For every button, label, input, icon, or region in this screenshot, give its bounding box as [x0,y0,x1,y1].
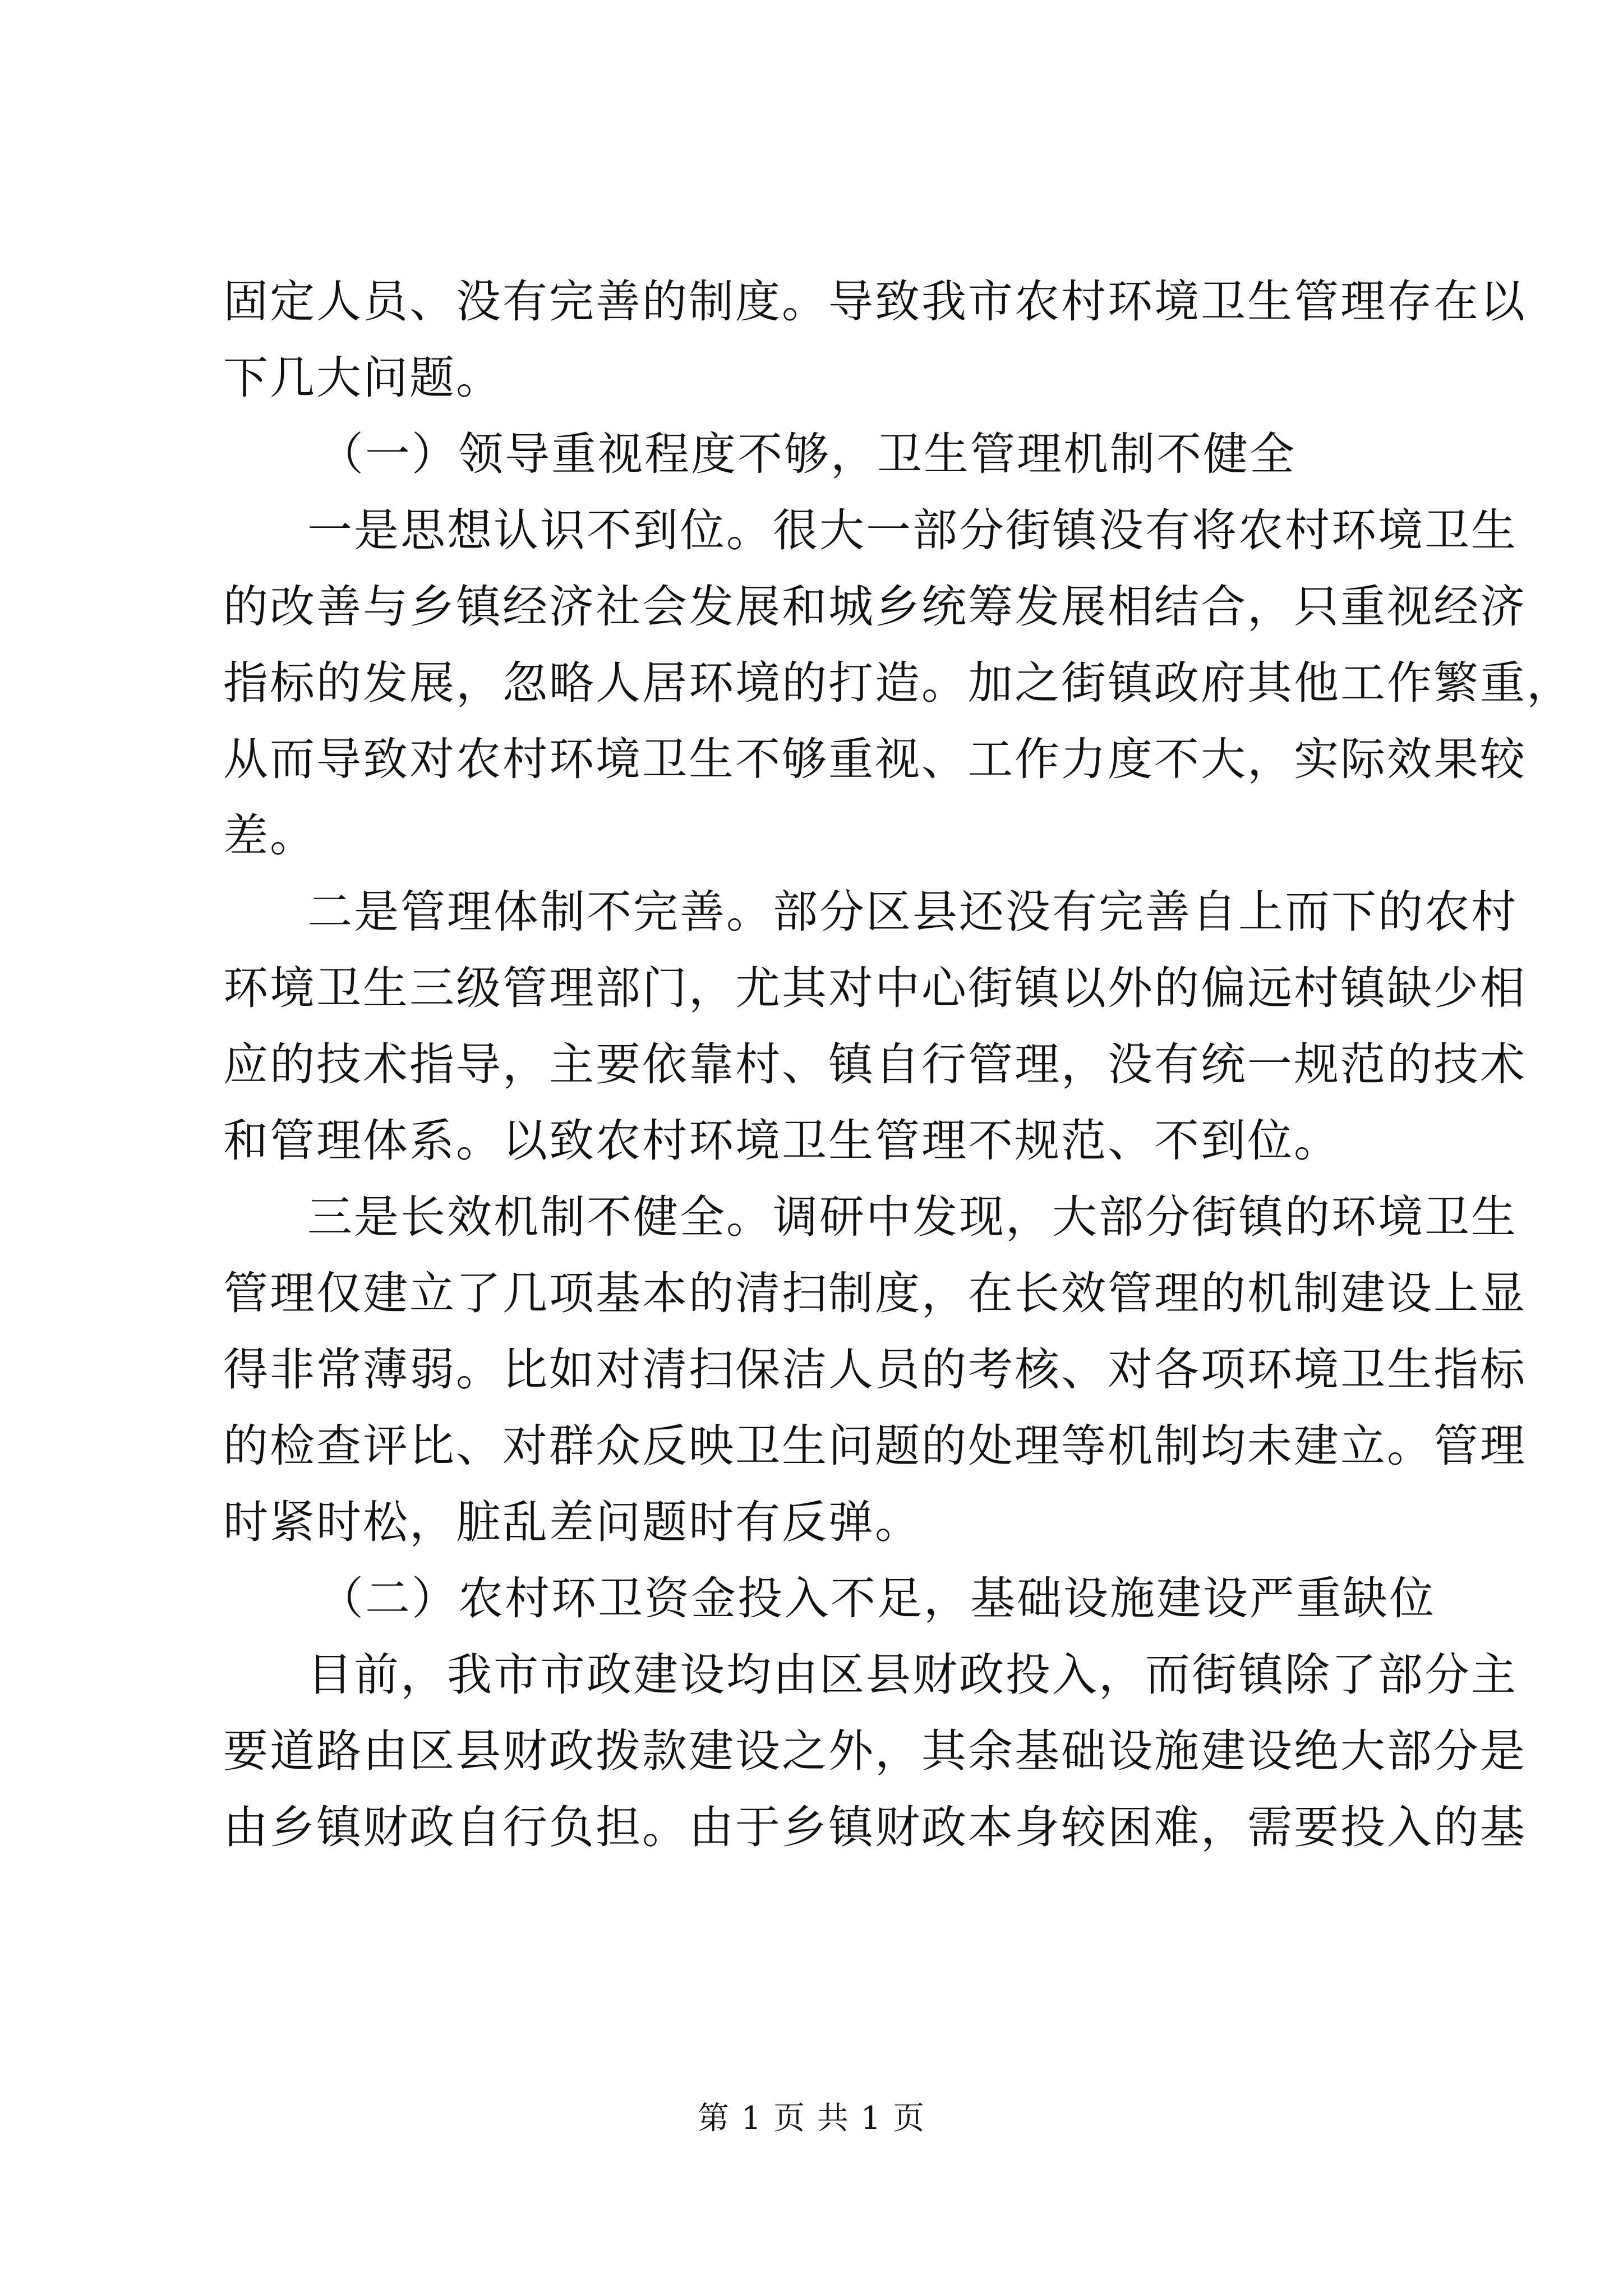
page-footer: 第 1 页 共 1 页 [697,2100,926,2137]
body-line: 固定人员、没有完善的制度。导致我市农村环境卫生管理存在以 [223,275,1527,328]
body-line: 差。 [223,809,316,862]
body-line: 应的技术指导，主要依靠村、镇自行管理，没有统一规范的技术 [223,1038,1527,1091]
section-heading: （二）农村环卫资金投入不足，基础设施建设严重缺位 [319,1572,1436,1625]
body-line: 二是管理体制不完善。部分区县还没有完善自上而下的农村 [307,886,1518,938]
body-line: 三是长效机制不健全。调研中发现，大部分街镇的环境卫生 [307,1191,1518,1243]
body-line: 下几大问题。 [223,352,502,404]
body-line: 的改善与乡镇经济社会发展和城乡统筹发展相结合，只重视经济 [223,581,1527,633]
body-line: 管理仅建立了几项基本的清扫制度，在长效管理的机制建设上显 [223,1267,1527,1319]
body-line: 由乡镇财政自行负担。由于乡镇财政本身较困难，需要投入的基 [223,1801,1527,1853]
body-line: 的检查评比、对群众反映卫生问题的处理等机制均未建立。管理 [223,1420,1527,1472]
body-line: 要道路由区县财政拨款建设之外，其余基础设施建设绝大部分是 [223,1725,1527,1777]
body-line: 和管理体系。以致农村环境卫生管理不规范、不到位。 [223,1115,1340,1167]
section-heading: （一）领导重视程度不够，卫生管理机制不健全 [319,428,1296,480]
body-line: 从而导致对农村环境卫生不够重视、工作力度不大，实际效果较 [223,733,1527,785]
document-body [223,264,1573,1866]
body-line: 时紧时松，脏乱差问题时有反弹。 [223,1496,921,1548]
body-line: 环境卫生三级管理部门，尤其对中心街镇以外的偏远村镇缺少相 [223,962,1527,1014]
body-line: 指标的发展，忽略人居环境的打造。加之街镇政府其他工作繁重， [223,657,1573,709]
body-line: 目前，我市市政建设均由区县财政投入，而街镇除了部分主 [307,1649,1518,1701]
body-line: 得非常薄弱。比如对清扫保洁人员的考核、对各项环境卫生指标 [223,1343,1527,1396]
body-line: 一是思想认识不到位。很大一部分街镇没有将农村环境卫生 [307,504,1518,556]
